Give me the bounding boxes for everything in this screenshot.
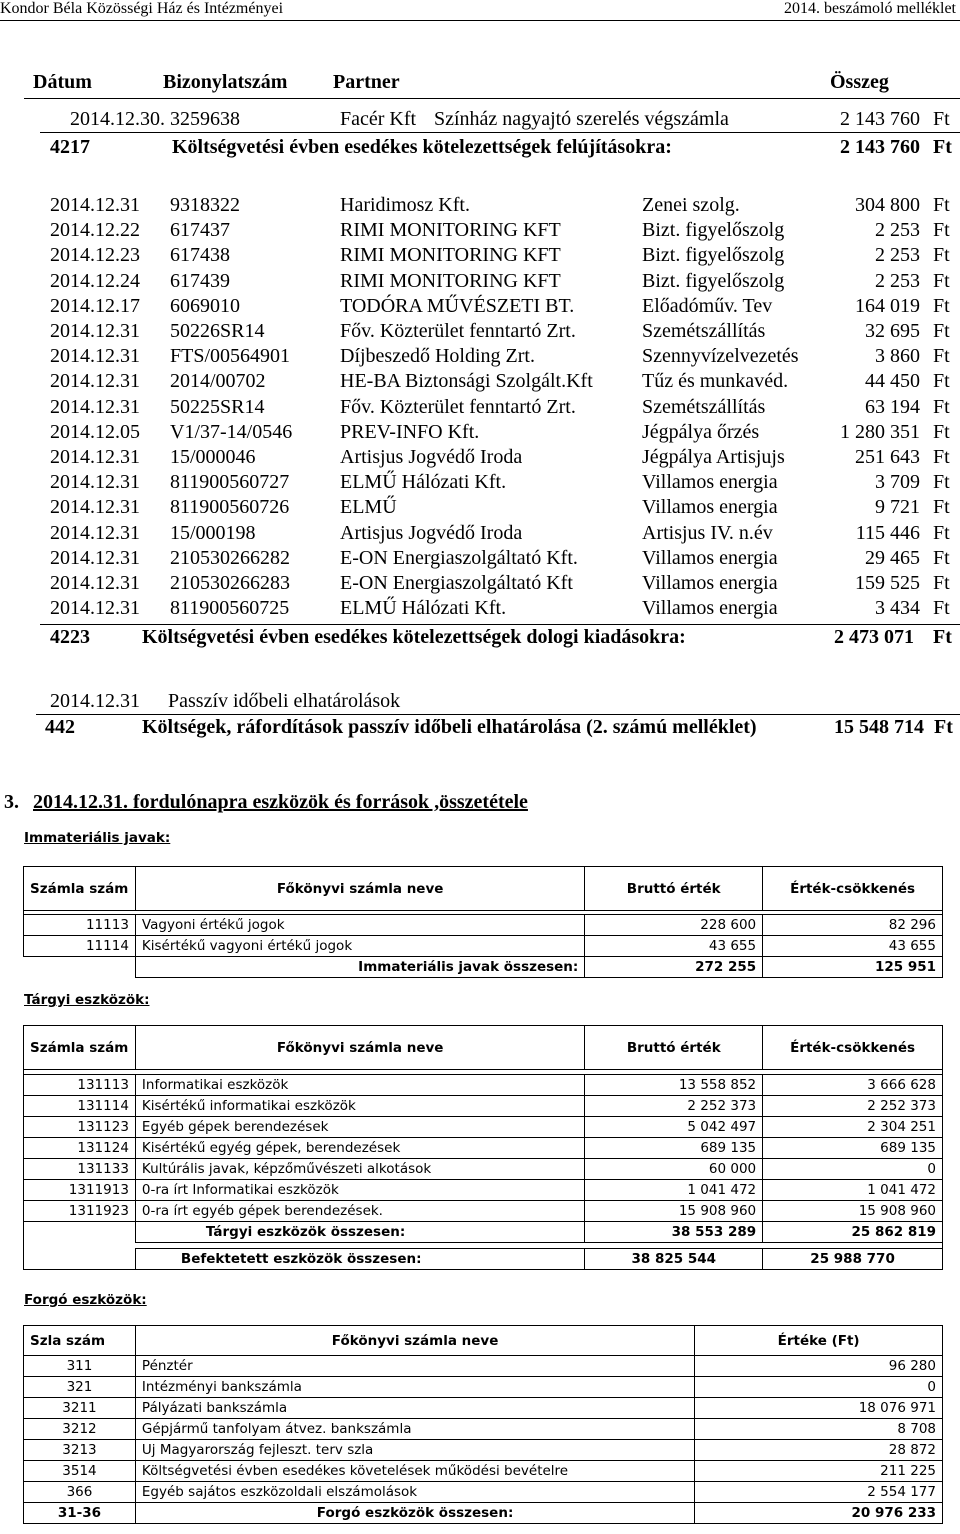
- ledger-partner: Főv. Közterület fenntartó Zrt.: [340, 395, 576, 418]
- immat-total-row: [24, 957, 943, 978]
- table-row: [24, 1377, 943, 1398]
- ledger-amount: 2 253: [875, 269, 920, 292]
- befektetett-total-gross: 38 825 544: [585, 1249, 763, 1270]
- depreciation-value: 2 304 251: [763, 1117, 943, 1138]
- ledger-doc: 6069010: [170, 294, 240, 317]
- targyi-total-label: Tárgyi eszközök összesen:: [135, 1222, 584, 1243]
- ledger-desc: Bizt. figyelőszolg: [642, 219, 785, 242]
- account-code: 1311913: [24, 1180, 136, 1201]
- passziv-date: 2014.12.31: [50, 690, 140, 712]
- account-value: 2 554 177: [695, 1482, 943, 1503]
- table-row: [24, 1117, 943, 1138]
- gross-value: 228 600: [585, 915, 763, 936]
- targyi-total-row: [24, 1222, 943, 1243]
- section-3-title: 2014.12.31. fordulónapra eszközök és források ,összetétele: [33, 791, 528, 813]
- account-name: Költségvetési évben esedékes követelések működési bevételre: [135, 1461, 694, 1482]
- ledger-desc: Tűz és munkavéd.: [642, 370, 789, 393]
- ledger-partner: HE-BA Biztonsági Szolgált.Kft: [340, 370, 593, 393]
- ledger-desc: Bizt. figyelőszolg: [642, 269, 785, 292]
- account-name: 0-ra írt egyéb gépek berendezések.: [135, 1201, 584, 1222]
- depreciation-value: 1 041 472: [763, 1180, 943, 1201]
- ledger-amount: 2 253: [875, 244, 920, 267]
- immat-col-nev: Főkönyvi számla neve: [135, 867, 584, 911]
- ledger-doc: 210530266282: [170, 546, 290, 569]
- ledger-amount: 1 280 351: [840, 420, 920, 443]
- account-name: Egyéb gépek berendezések: [135, 1117, 584, 1138]
- account-name: Pályázati bankszámla: [135, 1398, 694, 1419]
- account-value: 211 225: [695, 1461, 943, 1482]
- ledger-desc: Villamos energia: [642, 471, 778, 494]
- depreciation-value: 2 252 373: [763, 1096, 943, 1117]
- account-name: Egyéb sajátos eszközoldali elszámolások: [135, 1482, 694, 1503]
- total-4217-code: 4217: [50, 136, 90, 158]
- col-header-divider: [24, 98, 960, 99]
- account-name: Kisértékű egyég gépek, berendezések: [135, 1138, 584, 1159]
- ledger-cur: Ft: [933, 521, 950, 544]
- table-row: [24, 1180, 943, 1201]
- ledger-cur: Ft: [933, 320, 950, 342]
- total-442-code: 442: [45, 716, 75, 738]
- ledger-amount: 115 446: [855, 521, 920, 544]
- ledger-cur: Ft: [933, 446, 950, 468]
- account-name: Informatikai eszközök: [135, 1075, 584, 1096]
- ledger-partner: ELMŰ: [340, 496, 397, 519]
- ledger-cur: Ft: [933, 345, 950, 368]
- ledger-doc: 811900560727: [170, 471, 290, 494]
- table-row: [24, 1075, 943, 1096]
- ledger-partner: Főv. Közterület fenntartó Zrt.: [340, 320, 576, 342]
- account-name: Uj Magyarország fejleszt. terv szla: [135, 1440, 694, 1461]
- ledger-amount: 63 194: [865, 395, 920, 418]
- total-4223-divider: [40, 624, 960, 625]
- row-partner: Facér Kft: [340, 108, 417, 130]
- ledger-date: 2014.12.31: [50, 597, 140, 620]
- account-name: Kisértékű informatikai eszközök: [135, 1096, 584, 1117]
- ledger-doc: 2014/00702: [170, 370, 266, 393]
- account-name: Intézményi bankszámla: [135, 1377, 694, 1398]
- targyi-total-depreciation: 25 862 819: [763, 1222, 943, 1243]
- account-code: 11114: [24, 936, 136, 957]
- row-doc: 3259638: [170, 108, 240, 130]
- ledger-amount: 44 450: [865, 370, 920, 393]
- immat-total-label: Immateriális javak összesen:: [135, 957, 584, 978]
- ledger-doc: V1/37-14/0546: [170, 420, 293, 443]
- account-code: 131114: [24, 1096, 136, 1117]
- ledger-partner: ELMŰ Hálózati Kft.: [340, 471, 507, 494]
- ledger-desc: Villamos energia: [642, 546, 778, 569]
- gross-value: 1 041 472: [585, 1180, 763, 1201]
- table-row: [24, 1419, 943, 1440]
- total-4223-code: 4223: [50, 626, 90, 648]
- ledger-desc: Artisjus IV. n.év: [642, 521, 773, 544]
- account-value: 96 280: [695, 1356, 943, 1377]
- account-name: Kisértékű vagyoni értékű jogok: [135, 936, 584, 957]
- account-value: 8 708: [695, 1419, 943, 1440]
- gross-value: 5 042 497: [585, 1117, 763, 1138]
- account-code: 311: [24, 1356, 136, 1377]
- account-value: 28 872: [695, 1440, 943, 1461]
- total-442-divider: [36, 714, 960, 715]
- gross-value: 689 135: [585, 1138, 763, 1159]
- gross-value: 13 558 852: [585, 1075, 763, 1096]
- ledger-cur: Ft: [933, 269, 950, 292]
- immat-col-brutto: Bruttó érték: [585, 867, 763, 911]
- table-row: [24, 1356, 943, 1377]
- immat-col-ertek: Érték-csökkenés: [763, 867, 943, 911]
- table-row: [24, 1096, 943, 1117]
- ledger-desc: Szennyvízelvezetés: [642, 345, 799, 368]
- total-4223-label: Költségvetési évben esedékes kötelezettségek dologi kiadásokra:: [142, 626, 686, 648]
- ledger-date: 2014.12.31: [50, 546, 140, 569]
- total-4217-label: Költségvetési évben esedékes kötelezettségek felújításokra:: [172, 136, 672, 158]
- immat-col-szamla: Számla szám: [24, 867, 136, 911]
- table-row: [24, 1201, 943, 1222]
- ledger-doc: 50226SR14: [170, 320, 265, 342]
- col-header-bizonylat: Bizonylatszám: [163, 71, 288, 93]
- ledger-cur: Ft: [933, 370, 950, 393]
- ledger-cur: Ft: [933, 496, 950, 519]
- account-code: 3213: [24, 1440, 136, 1461]
- ledger-cur: Ft: [933, 471, 950, 494]
- account-value: 18 076 971: [695, 1398, 943, 1419]
- total-4223-currency: Ft: [933, 626, 952, 648]
- account-name: Vagyoni értékű jogok: [135, 915, 584, 936]
- ledger-desc: Jégpálya őrzés: [642, 420, 760, 443]
- forgo-col-ertek: Értéke (Ft): [695, 1326, 943, 1356]
- ledger-date: 2014.12.23: [50, 244, 140, 267]
- ledger-date: 2014.12.31: [50, 370, 140, 393]
- ledger-amount: 29 465: [865, 546, 920, 569]
- targyi-col-ertek: Érték-csökkenés: [763, 1026, 943, 1070]
- targyi-col-szamla: Számla szám: [24, 1026, 136, 1070]
- table-row: [24, 1159, 943, 1180]
- gross-value: 43 655: [585, 936, 763, 957]
- ledger-amount: 164 019: [855, 294, 920, 317]
- ledger-desc: Bizt. figyelőszolg: [642, 244, 785, 267]
- forgo-total-value: 20 976 233: [695, 1503, 943, 1524]
- ledger-partner: RIMI MONITORING KFT: [340, 219, 561, 242]
- ledger-amount: 32 695: [865, 320, 920, 342]
- table-row: [24, 1461, 943, 1482]
- ledger-desc: Jégpálya Artisjujs: [642, 446, 785, 468]
- account-code: 1311923: [24, 1201, 136, 1222]
- section-3-number: 3.: [4, 791, 19, 813]
- depreciation-value: 82 296: [763, 915, 943, 936]
- total-4217-currency: Ft: [933, 136, 952, 158]
- ledger-date: 2014.12.31: [50, 496, 140, 519]
- ledger-date: 2014.12.22: [50, 219, 140, 242]
- document-header-subtitle: 2014. beszámoló melléklet: [784, 0, 956, 17]
- ledger-date: 2014.12.31: [50, 572, 140, 594]
- ledger-amount: 304 800: [855, 194, 920, 216]
- account-code: 131113: [24, 1075, 136, 1096]
- ledger-cur: Ft: [933, 194, 950, 216]
- ledger-desc: Zenei szolg.: [642, 194, 740, 216]
- gross-value: 60 000: [585, 1159, 763, 1180]
- ledger-doc: 9318322: [170, 194, 240, 216]
- forgo-col-szamla: Szla szám: [24, 1326, 136, 1356]
- ledger-partner: E-ON Energiaszolgáltató Kft: [340, 572, 573, 594]
- ledger-date: 2014.12.31: [50, 471, 140, 494]
- depreciation-value: 0: [763, 1159, 943, 1180]
- table-row: [24, 1440, 943, 1461]
- total-4223-amount: 2 473 071: [834, 626, 914, 648]
- account-code: 131133: [24, 1159, 136, 1180]
- ledger-date: 2014.12.31: [50, 320, 140, 342]
- total-442-currency: Ft: [934, 716, 953, 738]
- ledger-doc: 15/000198: [170, 521, 256, 544]
- col-header-datum: Dátum: [33, 71, 92, 93]
- account-code: 366: [24, 1482, 136, 1503]
- forgo-col-nev: Főkönyvi számla neve: [135, 1326, 694, 1356]
- ledger-cur: Ft: [933, 546, 950, 569]
- ledger-date: 2014.12.31: [50, 345, 140, 368]
- ledger-amount: 3 860: [875, 345, 920, 368]
- passziv-label: Passzív időbeli elhatárolások: [168, 690, 401, 712]
- account-name: Gépjármű tanfolyam átvez. bankszámla: [135, 1419, 694, 1440]
- row-desc: Színház nagyajtó szerelés végszámla: [434, 108, 729, 130]
- targyi-table: [23, 1025, 943, 1270]
- ledger-partner: ELMŰ Hálózati Kft.: [340, 597, 507, 620]
- table-row: [24, 1398, 943, 1419]
- ledger-doc: 811900560725: [170, 597, 290, 620]
- befektetett-total-label: Befektetett eszközök összesen:: [135, 1249, 584, 1270]
- ledger-partner: E-ON Energiaszolgáltató Kft.: [340, 546, 578, 569]
- ledger-partner: Haridimosz Kft.: [340, 194, 470, 216]
- befektetett-total-depreciation: 25 988 770: [763, 1249, 943, 1270]
- depreciation-value: 689 135: [763, 1138, 943, 1159]
- ledger-doc: 50225SR14: [170, 395, 265, 418]
- col-header-osszeg: Összeg: [830, 71, 889, 93]
- account-name: Pénztér: [135, 1356, 694, 1377]
- ledger-doc: 617437: [170, 219, 230, 242]
- ledger-partner: Díjbeszedő Holding Zrt.: [340, 345, 535, 368]
- account-value: 0: [695, 1377, 943, 1398]
- targyi-col-brutto: Bruttó érték: [585, 1026, 763, 1070]
- ledger-cur: Ft: [933, 219, 950, 242]
- forgo-total-row: [24, 1503, 943, 1524]
- total-4217-divider: [40, 132, 960, 133]
- account-name: Kultúrális javak, képzőművészeti alkotások: [135, 1159, 584, 1180]
- ledger-desc: Előadóműv. Tev: [642, 294, 773, 317]
- ledger-date: 2014.12.24: [50, 269, 140, 292]
- targyi-col-nev: Főkönyvi számla neve: [135, 1026, 584, 1070]
- account-name: 0-ra írt Informatikai eszközök: [135, 1180, 584, 1201]
- ledger-cur: Ft: [933, 244, 950, 267]
- ledger-amount: 251 643: [855, 446, 920, 468]
- ledger-doc: 15/000046: [170, 446, 256, 468]
- ledger-partner: RIMI MONITORING KFT: [340, 244, 561, 267]
- total-4217-amount: 2 143 760: [840, 136, 920, 158]
- ledger-doc: FTS/00564901: [170, 345, 291, 368]
- account-code: 3211: [24, 1398, 136, 1419]
- account-code: 131123: [24, 1117, 136, 1138]
- immat-total-depreciation: 125 951: [763, 957, 943, 978]
- row-currency: Ft: [933, 108, 950, 130]
- ledger-doc: 617438: [170, 244, 230, 267]
- ledger-partner: PREV-INFO Kft.: [340, 420, 480, 443]
- ledger-amount: 2 253: [875, 219, 920, 242]
- total-442-label: Költségek, ráfordítások passzív időbeli elhatárolása (2. számú melléklet): [142, 716, 757, 738]
- ledger-desc: Szemétszállítás: [642, 395, 766, 418]
- total-442-amount: 15 548 714: [834, 716, 924, 738]
- ledger-amount: 3 709: [875, 471, 920, 494]
- ledger-cur: Ft: [933, 420, 950, 443]
- ledger-amount: 3 434: [875, 597, 920, 620]
- befektetett-total-row: [24, 1249, 943, 1270]
- forgo-total-label: Forgó eszközök összesen:: [135, 1503, 694, 1524]
- ledger-partner: Artisjus Jogvédő Iroda: [340, 521, 523, 544]
- ledger-desc: Villamos energia: [642, 597, 778, 620]
- targyi-total-gross: 38 553 289: [585, 1222, 763, 1243]
- immat-heading: Immateriális javak:: [24, 830, 171, 846]
- ledger-partner: TODÓRA MŰVÉSZETI BT.: [340, 294, 575, 317]
- account-code: 3514: [24, 1461, 136, 1482]
- ledger-amount: 159 525: [855, 572, 920, 594]
- ledger-date: 2014.12.31: [50, 446, 140, 468]
- depreciation-value: 43 655: [763, 936, 943, 957]
- ledger-desc: Villamos energia: [642, 572, 778, 594]
- table-row: [24, 1138, 943, 1159]
- ledger-date: 2014.12.31: [50, 194, 140, 216]
- table-row: [24, 936, 943, 957]
- gross-value: 15 908 960: [585, 1201, 763, 1222]
- depreciation-value: 3 666 628: [763, 1075, 943, 1096]
- forgo-heading: Forgó eszközök:: [24, 1292, 147, 1308]
- col-header-partner: Partner: [333, 71, 400, 93]
- ledger-partner: RIMI MONITORING KFT: [340, 269, 561, 292]
- immat-total-gross: 272 255: [585, 957, 763, 978]
- immat-table: [23, 866, 943, 978]
- ledger-doc: 811900560726: [170, 496, 290, 519]
- forgo-total-code: 31-36: [24, 1503, 136, 1524]
- depreciation-value: 15 908 960: [763, 1201, 943, 1222]
- ledger-date: 2014.12.31: [50, 521, 140, 544]
- table-row: [24, 915, 943, 936]
- ledger-doc: 617439: [170, 269, 230, 292]
- row-date: 2014.12.30.: [70, 108, 165, 130]
- account-code: 131124: [24, 1138, 136, 1159]
- ledger-cur: Ft: [933, 597, 950, 620]
- ledger-cur: Ft: [933, 294, 950, 317]
- ledger-date: 2014.12.31: [50, 395, 140, 418]
- table-row: [24, 1482, 943, 1503]
- ledger-desc: Szemétszállítás: [642, 320, 766, 342]
- ledger-partner: Artisjus Jogvédő Iroda: [340, 446, 523, 468]
- ledger-cur: Ft: [933, 395, 950, 418]
- account-code: 3212: [24, 1419, 136, 1440]
- ledger-cur: Ft: [933, 572, 950, 594]
- ledger-date: 2014.12.05: [50, 420, 140, 443]
- targyi-heading: Tárgyi eszközök:: [24, 992, 150, 1008]
- gross-value: 2 252 373: [585, 1096, 763, 1117]
- document-header-title: Kondor Béla Közösségi Ház és Intézményei: [0, 0, 284, 17]
- forgo-table: [23, 1325, 943, 1524]
- header-divider: [0, 20, 960, 21]
- row-amount: 2 143 760: [840, 108, 920, 130]
- ledger-date: 2014.12.17: [50, 294, 140, 317]
- account-code: 321: [24, 1377, 136, 1398]
- ledger-amount: 9 721: [875, 496, 920, 519]
- ledger-doc: 210530266283: [170, 572, 290, 594]
- ledger-desc: Villamos energia: [642, 496, 778, 519]
- account-code: 11113: [24, 915, 136, 936]
